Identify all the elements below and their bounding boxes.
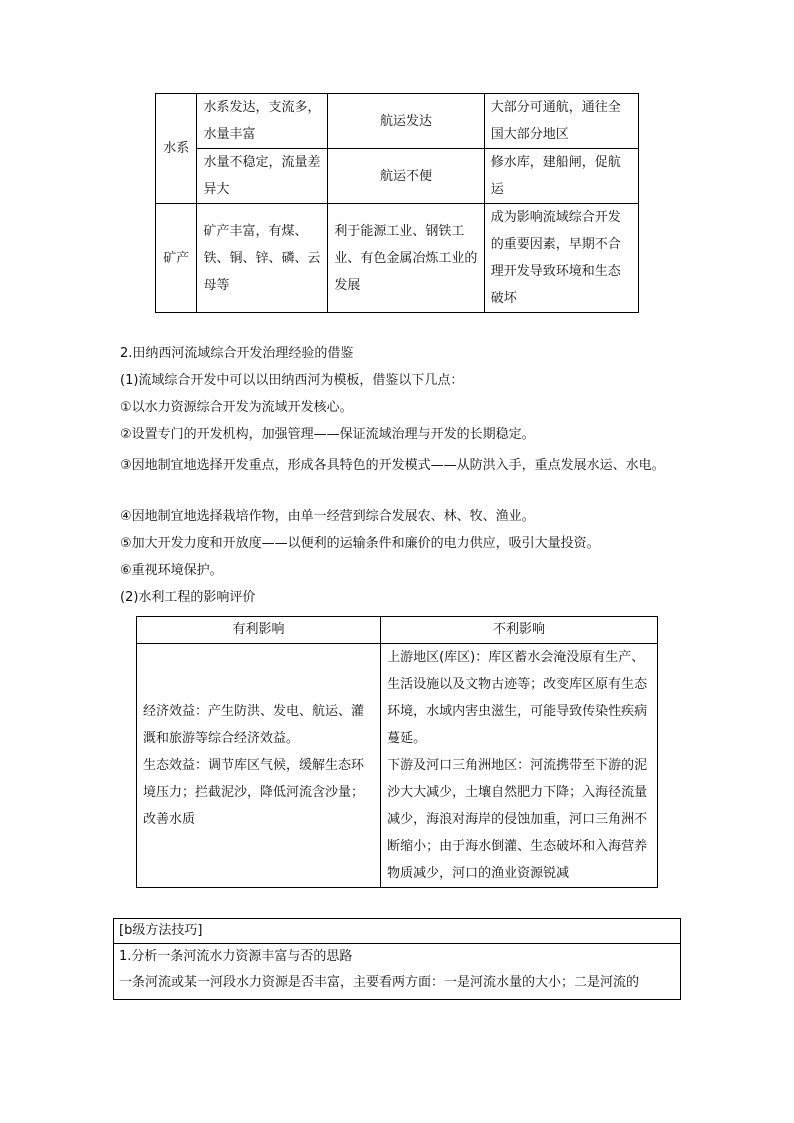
eval-cell: 成为影响流域综合开发的重要因素，早期不合理开发导致环境和生态破坏 <box>484 204 638 313</box>
list-item: ②设置专门的开发机构，加强管理——保证流域治理与开发的长期稳定。 <box>120 427 535 442</box>
use-cell: 航运不便 <box>328 149 484 204</box>
feature-cell: 水量不稳定，流量差异大 <box>197 149 328 204</box>
positive-cell <box>137 644 381 888</box>
box-item: 1.分析一条河流水力资源丰富与否的思路 <box>119 949 353 964</box>
table-row <box>137 644 658 888</box>
negative-cell <box>381 644 658 888</box>
river-resources-table <box>155 93 639 313</box>
table-header-row <box>137 617 658 644</box>
category-cell: 水系 <box>156 94 197 204</box>
negative-upstream: 上游地区(库区)：库区蓄水会淹没原有生产、生活设施以及文物古迹等；改变库区原有生态环境，水域内害虫滋生，可能导致传染性疾病蔓延。 <box>387 650 648 746</box>
subsection-title: (1)流域综合开发中可以以田纳西河为模板，借鉴以下几点： <box>120 373 464 388</box>
table-row <box>156 204 639 313</box>
list-item: ①以水力资源综合开发为流域开发核心。 <box>120 400 353 415</box>
impact-table <box>136 616 658 888</box>
use-cell: 利于能源工业、钢铁工业、有色金属冶炼工业的发展 <box>328 204 484 313</box>
header-positive: 有利影响 <box>137 617 381 644</box>
negative-downstream: 下游及河口三角洲地区：河流携带至下游的泥沙大大减少，土壤自然肥力下降；入海径流量减少，海浪对海岸的侵蚀加重，河口三角洲不断缩小；由于海水倒灌、生态破坏和入海营养物质减少，河口的渔业资源锐减 <box>387 758 648 881</box>
feature-cell: 矿产丰富，有煤、铁、铜、锌、磷、云母等 <box>197 204 328 313</box>
header-negative: 不利影响 <box>381 617 658 644</box>
list-item: ⑥重视环境保护。 <box>120 563 223 578</box>
list-item: ⑤加大开发力度和开放度——以便利的运输条件和廉价的电力供应，吸引大量投资。 <box>120 536 600 551</box>
list-item: ③因地制宜地选择开发重点，形成各具特色的开发模式——从防洪入手，重点发展水运、水电。 <box>120 458 665 473</box>
list-item: ④因地制宜地选择栽培作物，由单一经营到综合发展农、林、牧、渔业。 <box>120 509 535 524</box>
table-row <box>156 94 639 149</box>
positive-eco: 生态效益：调节库区气候，缓解生态环境压力；拦截泥沙，降低河流含沙量；改善水质 <box>143 758 365 827</box>
box-title: [b级方法技巧] <box>119 923 203 938</box>
feature-cell: 水系发达，支流多，水量丰富 <box>197 94 328 149</box>
method-box <box>113 918 681 1000</box>
positive-econ: 经济效益：产生防洪、发电、航运、灌溉和旅游等综合经济效益。 <box>143 704 365 746</box>
eval-cell: 修水库，建船闸，促航运 <box>484 149 638 204</box>
box-text: 一条河流或某一河段水力资源是否丰富，主要看两方面：一是河流水量的大小；二是河流的 <box>119 975 640 990</box>
eval-cell: 大部分可通航，通往全国大部分地区 <box>484 94 638 149</box>
table-row <box>156 149 639 204</box>
section-title: 2.田纳西河流域综合开发治理经验的借鉴 <box>120 346 354 361</box>
use-cell: 航运发达 <box>328 94 484 149</box>
category-cell: 矿产 <box>156 204 197 313</box>
divider <box>114 943 680 944</box>
subsection-title: (2)水利工程的影响评价 <box>120 590 256 605</box>
